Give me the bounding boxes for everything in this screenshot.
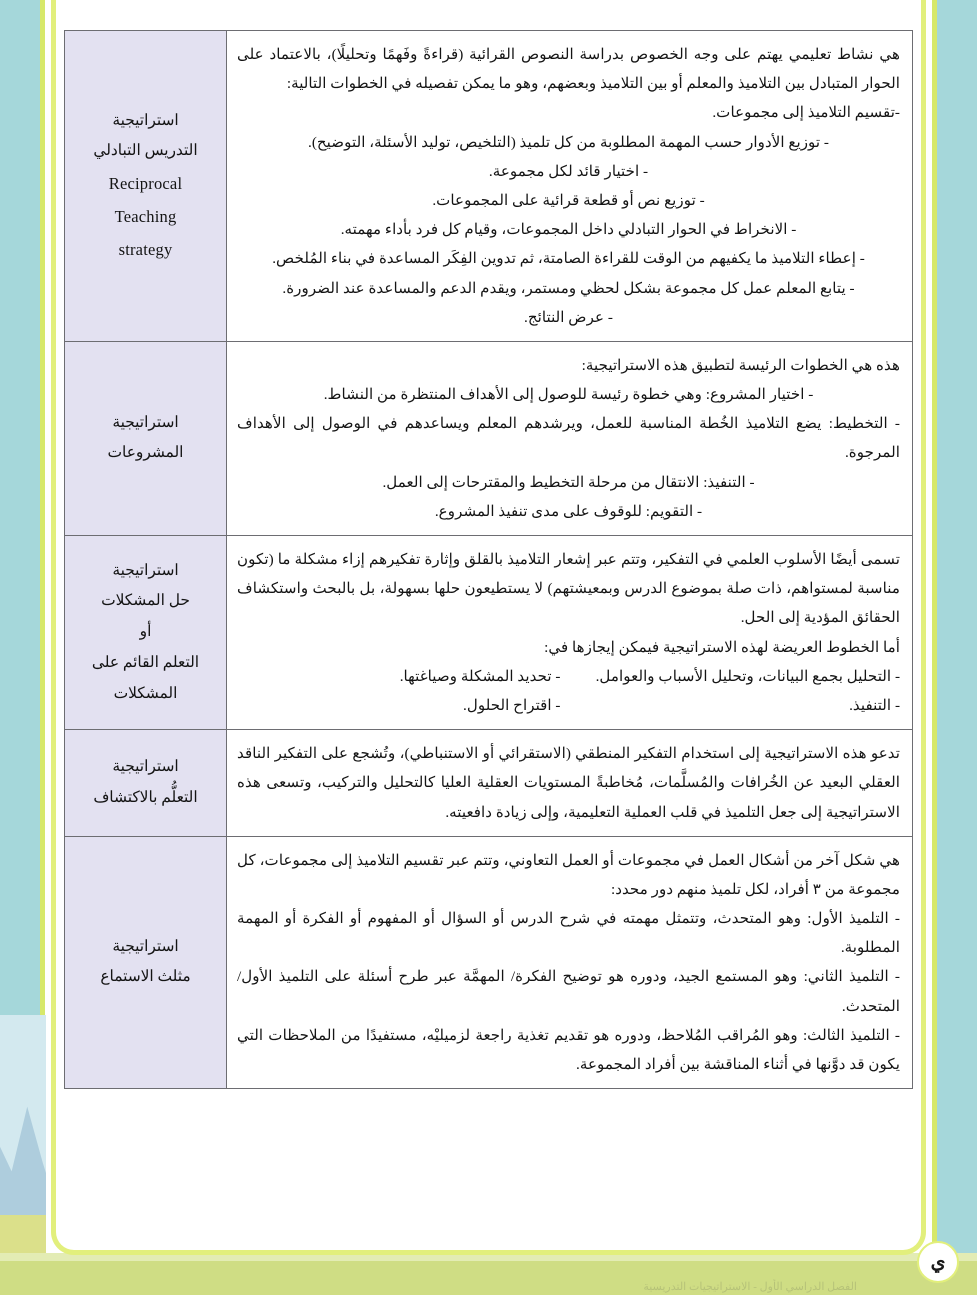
strategy-name-line: المشروعات xyxy=(107,444,184,462)
strategy-step: - التخطيط: يضع التلاميذ الخُطة المناسبة للعمل، ويرشدهم المعلم ويساعدهم في الوصول إلى الأهداف المرجوة. xyxy=(237,415,900,462)
strategy-description-cell xyxy=(227,536,913,730)
strategy-step: - توزيع نص أو قطعة قرائية على المجموعات. xyxy=(432,191,705,209)
strategy-step: - الانخراط في الحوار التبادلي داخل المجموعات، وقيام كل فرد بأداء مهمته. xyxy=(340,221,797,239)
strategies-table-body xyxy=(65,31,913,1089)
strategy-step: - التنفيذ: الانتقال من مرحلة التخطيط والمقترحات إلى العمل. xyxy=(382,473,755,491)
strategy-name-line: التعلُّم بالاكتشاف xyxy=(93,788,198,806)
strategy-name-line: التدريس التبادلي xyxy=(93,142,198,160)
strategy-step: - اختيار قائد لكل مجموعة. xyxy=(488,162,649,180)
strategy-name-line: استراتيجية xyxy=(112,758,179,776)
strategy-intro-text-2: أما الخطوط العريضة لهذه الاستراتيجية فيمكن إيجازها في: xyxy=(544,638,900,656)
strategy-step: - توزيع الأدوار حسب المهمة المطلوبة من كل تلميذ (التلخيص، توليد الأسئلة، التوضيح). xyxy=(308,133,829,151)
strategy-intro-text: تدعو هذه الاستراتيجية إلى استخدام التفكير المنطقي (الاستقرائي أو الاستنباطي)، وتُشجع على التفكير الناقد العقلي البعيد عن الخُرافات والمُسلَّمات، مُخاطبةً المستويات العقلية العليا كالتحليل والتركيب، وتسعى هذه الاستراتيجية إلى جعل التلميذ في قلب العملية التعليمية، وإلى زيادة دافعيته. xyxy=(237,745,900,821)
strategy-intro-text: هي نشاط تعليمي يهتم على وجه الخصوص بدراسة النصوص القرائية (قراءةً وفَهمًا وتحليلًا)، بالاعتماد على الحوار المتبادل بين التلاميذ والمعلم أو بين التلاميذ وبعضهم، وهو ما يمكن تفصيله في الخطوات التالية: xyxy=(237,46,900,93)
table-row xyxy=(65,536,913,730)
strategy-step: - التلميذ الثالث: وهو المُراقب المُلاحظ، ودوره هو تقديم تغذية راجعة لزميليْه، مستفيدًا من الملاحظات التي يكون قد دوَّنها في أثناء المناقشة بين أفراد المجموعة. xyxy=(237,1026,900,1073)
strategy-name-cell xyxy=(65,730,227,837)
strategy-intro-text: هي شكل آخر من أشكال العمل في مجموعات أو العمل التعاوني، وتتم عبر تقسيم التلاميذ إلى مجموعات، كل مجموعة من ٣ أفراد، لكل تلميذ منهم دور محدد: xyxy=(237,851,900,898)
strategy-step: -تقسيم التلاميذ إلى مجموعات. xyxy=(712,104,900,122)
strategy-name-line-latin: Teaching xyxy=(114,207,177,227)
strategy-name-cell xyxy=(65,341,227,535)
strategy-name-line: التعلم القائم على xyxy=(91,653,200,671)
strategy-step: - اختيار المشروع: وهي خطوة رئيسة للوصول إلى الأهداف المنتظرة من النشاط. xyxy=(323,386,814,404)
strategy-step: - تحديد المشكلة وصياغتها. xyxy=(399,667,561,685)
strategies-table xyxy=(64,30,913,1089)
strategy-name-line: أو xyxy=(139,623,152,641)
strategies-table-container xyxy=(64,30,913,1089)
strategy-name-line: حل المشكلات xyxy=(101,592,190,610)
table-row xyxy=(65,836,913,1089)
strategy-name-line: المشكلات xyxy=(113,684,178,702)
strategy-step: - اقتراح الحلول. xyxy=(463,696,561,714)
strategy-step: - إعطاء التلاميذ ما يكفيهم من الوقت للقراءة الصامتة، ثم تدوين الفِكَر المساعدة في بناء المُلخص. xyxy=(272,250,865,268)
strategy-step: - التلميذ الثاني: وهو المستمع الجيد، ودوره هو توضيح الفكرة/ المهمَّة عبر طرح أسئلة على التلميذ الأول/ المتحدث. xyxy=(237,968,900,1015)
strategy-step: - التحليل بجمع البيانات، وتحليل الأسباب والعوامل. xyxy=(595,667,900,685)
strategy-name-line: استراتيجية xyxy=(112,937,179,955)
page-right-edge-band xyxy=(937,0,977,1295)
strategy-step-grid xyxy=(237,662,900,720)
strategy-name-cell xyxy=(65,536,227,730)
strategy-intro-text: تسمى أيضًا الأسلوب العلمي في التفكير، وتتم عبر إشعار التلاميذ بالقلق وإثارة تفكيرهم إزاء مشكلة ما (تكون مناسبة لمستواهم، ذات صلة بموضوع الدرس وبمعيشتهم) لا يستطيعون حلها بسهولة، بل بالبحث واستكشاف الحقائق المؤدية إلى الحل. xyxy=(237,551,900,627)
strategy-name-cell xyxy=(65,836,227,1089)
strategy-name-line: استراتيجية xyxy=(112,561,179,579)
strategy-name-line: استراتيجية xyxy=(112,111,179,129)
strategy-step: - يتابع المعلم عمل كل مجموعة بشكل لحظي ومستمر، ويقدم الدعم والمساعدة عند الضرورة. xyxy=(282,279,855,297)
strategy-description-cell xyxy=(227,341,913,535)
strategy-name-line: مثلث الاستماع xyxy=(100,968,191,986)
footer-caption: الفصل الدراسي الأول - الاستراتيجيات التدريسية xyxy=(643,1281,857,1293)
page-right-edge-line xyxy=(932,0,937,1295)
strategy-step: - التقويم: للوقوف على مدى تنفيذ المشروع. xyxy=(434,502,703,520)
strategy-intro-text: هذه هي الخطوات الرئيسة لتطبيق هذه الاستراتيجية: xyxy=(581,356,900,374)
table-row xyxy=(65,31,913,342)
strategy-name-cell xyxy=(65,31,227,342)
page-number-marker: ي xyxy=(917,1241,959,1283)
strategy-description-cell xyxy=(227,31,913,342)
strategy-step: - عرض النتائج. xyxy=(524,308,613,326)
strategy-name-line-latin: strategy xyxy=(118,240,173,260)
table-row xyxy=(65,341,913,535)
table-row xyxy=(65,730,913,837)
strategy-name-line-latin: Reciprocal xyxy=(108,174,183,194)
strategy-name-line: استراتيجية xyxy=(112,413,179,431)
strategy-step: - التنفيذ. xyxy=(849,696,900,714)
strategy-step: - التلميذ الأول: وهو المتحدث، وتتمثل مهمته في شرح الدرس أو السؤال أو المفهوم أو الفكرة أو المهمة المطلوبة. xyxy=(237,910,900,957)
strategy-description-cell xyxy=(227,730,913,837)
strategy-description-cell xyxy=(227,836,913,1089)
